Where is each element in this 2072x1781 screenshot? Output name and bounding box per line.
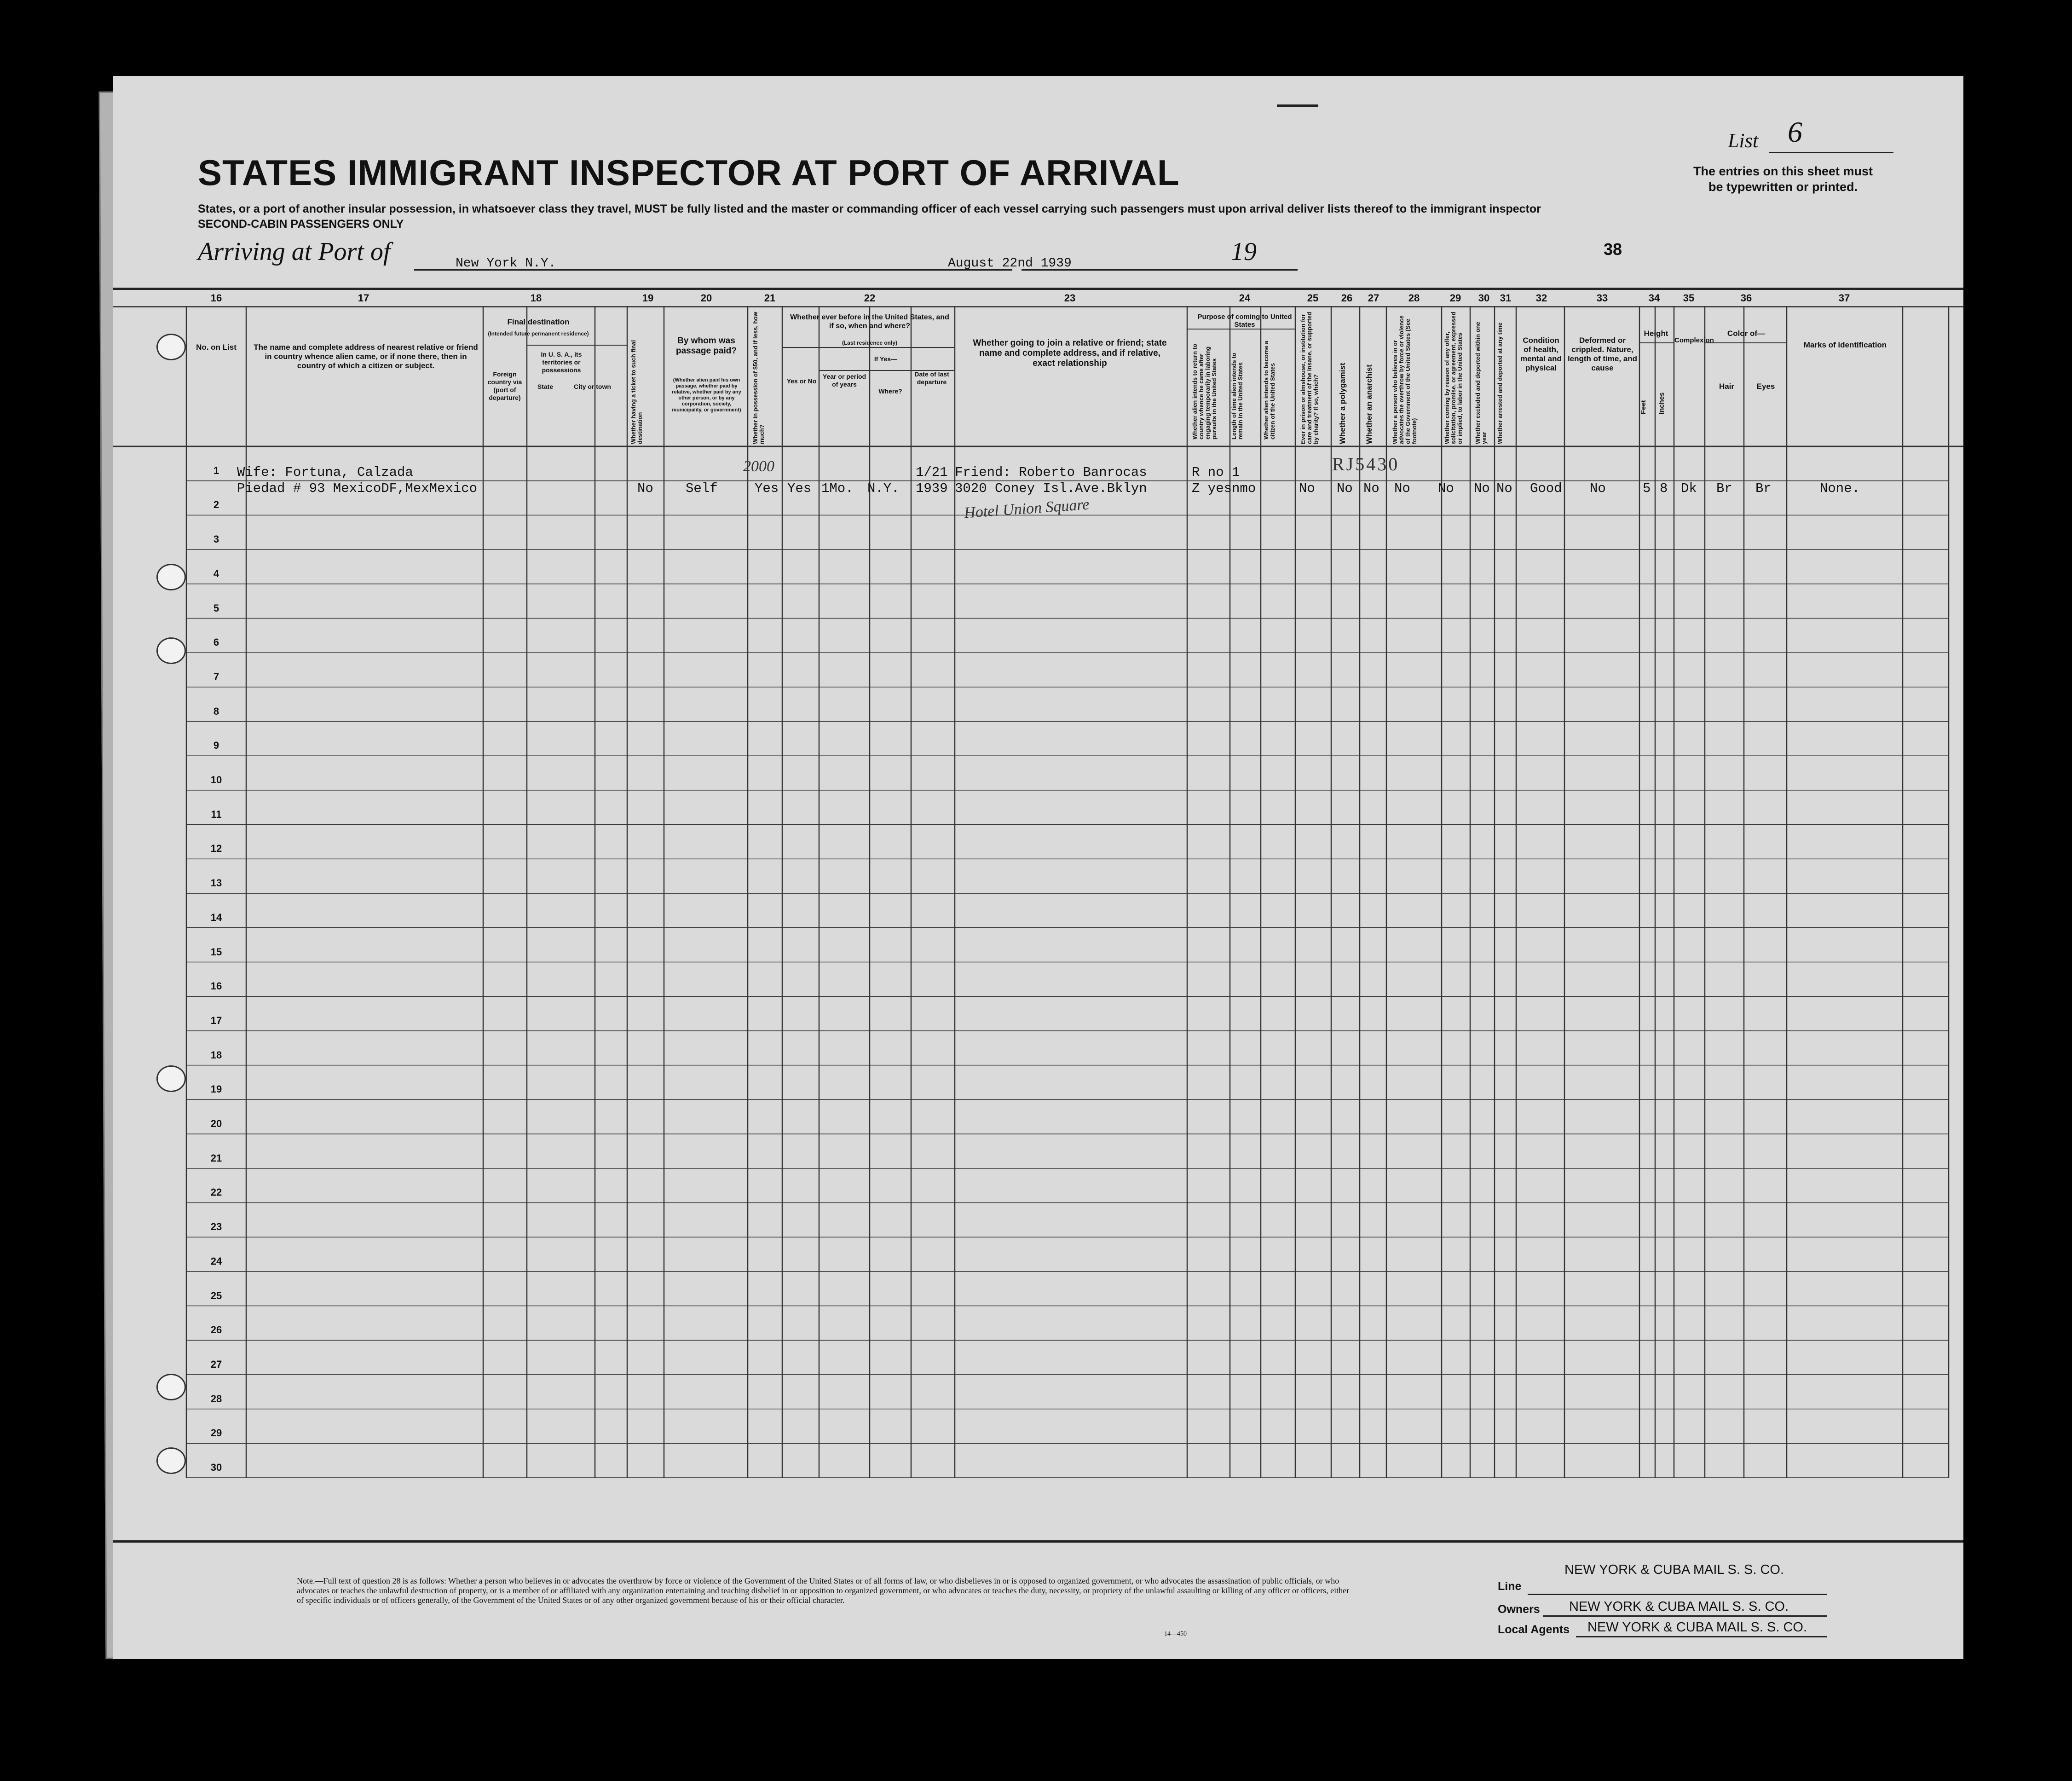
agents-value: NEW YORK & CUBA MAIL S. S. CO. xyxy=(1587,1620,1807,1635)
before-yes-value: Yes xyxy=(787,481,812,496)
row-number: 21 xyxy=(210,1152,222,1164)
footnote-question-28: Note.—Full text of question 28 is as follows: Whether a person who believes in or advocates the overthrow by force or violence of the Government of the United States or of all forms of law, or who disbelieves in or is opposed to organized government, or who advocates the assassination of public officials, or who advocates or teaches the unlawful destruction of property, or is a member of or affiliated with any organization entertaining and teaching disbelief in or opposition to organized government, or who advocates or teaches the duty, necessity, or propriety of the unlawful assaulting or killing of any officer or officers, either of specific individuals or of officers generally, of the Government of the United States or of any other organized government because of his or their official character. xyxy=(297,1576,1350,1605)
row-number: 3 xyxy=(213,533,219,545)
header-deformed: Deformed or crippled. Nature, length of time, and cause xyxy=(1567,336,1638,372)
join-relative-line2: 3020 Coney Isl.Ave.Bklyn xyxy=(955,481,1147,496)
hair-value: Br xyxy=(1716,481,1732,496)
row-number: 15 xyxy=(210,946,222,958)
header-purpose: Purpose of coming to United States xyxy=(1197,313,1292,329)
departure-line2: 1939 xyxy=(916,481,948,496)
column-number: 19 xyxy=(642,292,654,304)
header-date-departure: Date of last departure xyxy=(914,370,949,386)
header-purpose-c: Whether alien intends to become a citizen of the United States xyxy=(1263,341,1276,439)
column-number: 20 xyxy=(700,292,712,304)
join-handwritten: Hotel Union Square xyxy=(964,496,1090,522)
header-ticket: Whether having a ticket to such final destination xyxy=(630,340,643,444)
header-excluded: Whether excluded and deported within one year xyxy=(1474,322,1488,444)
header-ever-before-sub: (Last residence only) xyxy=(842,340,898,346)
header-labor-offer: Whether coming by reason of any offer, solicitation, promise, or agreement, expressed or implied, to labor in the United States xyxy=(1443,312,1463,444)
complexion-value: Dk xyxy=(1681,481,1697,496)
column-number: 27 xyxy=(1368,292,1379,304)
column-number: 25 xyxy=(1307,292,1319,304)
column-number: 26 xyxy=(1341,292,1353,304)
row-number: 18 xyxy=(210,1049,222,1061)
column-number: 31 xyxy=(1500,292,1512,304)
header-passage-paid: By whom was passage paid? xyxy=(676,336,737,356)
owners-underline xyxy=(1543,1615,1827,1617)
year-suffix: 38 xyxy=(1604,240,1622,259)
row-number: 4 xyxy=(213,567,219,579)
passenger-class-text: SECOND-CABIN PASSENGERS ONLY xyxy=(198,218,404,231)
header-purpose-a: Whether alien intends to return to country whence he came after engaging temporarily in laboring pursuits in the United States xyxy=(1191,343,1218,439)
header-no-on-list: No. on List xyxy=(196,343,237,352)
header-height: Height xyxy=(1644,329,1668,338)
header-overthrow: Whether a person who believes in or advocates the overthrow by force or violence of the Government of the United States (See footnote) xyxy=(1391,315,1418,444)
handwritten-number: RJ5430 xyxy=(1332,454,1400,474)
header-foreign-country: Foreign country via (port of departure) xyxy=(487,370,522,401)
polygamist-value: No xyxy=(1337,481,1353,496)
column-number: 32 xyxy=(1535,292,1547,304)
line-label: Line xyxy=(1498,1580,1522,1593)
row-number: 27 xyxy=(210,1358,222,1370)
header-join-relative: Whether going to join a relative or friend; state name and complete address, and if relative, exact relationship xyxy=(973,338,1167,368)
header-where: Where? xyxy=(878,387,902,395)
header-hair: Hair xyxy=(1719,382,1735,391)
column-number: 23 xyxy=(1064,292,1076,304)
join-relative-line1: Friend: Roberto Banrocas xyxy=(955,465,1147,480)
column-number: 22 xyxy=(864,292,876,304)
header-purpose-b: Length of time alien intends to remain in the United States xyxy=(1230,353,1244,439)
before-where-value: N.Y. xyxy=(867,481,900,496)
column-numbers xyxy=(113,292,1963,306)
header-color-of: Color of— xyxy=(1727,329,1766,338)
instructions-text: States, or a port of another insular possession, in whatsoever class they travel, MUST be fully listed and the master or commanding officer of each vessel carrying such passengers must upon arrival deliver lists thereof to the immigrant inspector xyxy=(198,202,1541,215)
owners-label: Owners xyxy=(1498,1603,1540,1616)
line-underline xyxy=(1528,1594,1827,1595)
row-number: 6 xyxy=(213,636,219,648)
header-state: State xyxy=(537,383,554,390)
header-inches: Inches xyxy=(1658,392,1666,414)
money-handwritten: 2000 xyxy=(743,458,774,475)
row-number: 2 xyxy=(213,499,219,511)
row-number: 25 xyxy=(210,1289,222,1301)
header-final-destination: Final destination xyxy=(507,318,570,326)
row-number: 8 xyxy=(213,705,219,717)
anarchist-value: No xyxy=(1363,481,1379,496)
row-number: 9 xyxy=(213,740,219,752)
header-year-period: Year or period of years xyxy=(822,373,866,388)
eyes-value: Br xyxy=(1755,481,1772,496)
header-feet: Feet xyxy=(1639,400,1647,414)
header-marks: Marks of identification xyxy=(1803,341,1887,349)
labor-offer-value: No xyxy=(1438,481,1454,496)
typewritten-note: The entries on this sheet must be typewritten or printed. xyxy=(1693,164,1873,194)
prison-value: No xyxy=(1299,481,1315,496)
year-prefix: 19 xyxy=(1231,237,1257,266)
arriving-port-label: Arriving at Port of xyxy=(198,237,391,266)
overthrow-value: No xyxy=(1394,481,1410,496)
relative-address-line1: Wife: Fortuna, Calzada xyxy=(237,465,413,480)
agents-label: Local Agents xyxy=(1498,1623,1570,1636)
column-number: 34 xyxy=(1648,292,1660,304)
column-number: 28 xyxy=(1408,292,1420,304)
owners-value: NEW YORK & CUBA MAIL S. S. CO. xyxy=(1569,1599,1789,1614)
header-city: City or town xyxy=(574,383,611,390)
row-number: 26 xyxy=(210,1324,222,1336)
line-value: NEW YORK & CUBA MAIL S. S. CO. xyxy=(1564,1562,1784,1577)
header-complexion: Complexion xyxy=(1674,336,1714,344)
row-number: 20 xyxy=(210,1118,222,1129)
inches-value: 8 xyxy=(1660,481,1668,496)
departure-line1: 1/21 xyxy=(916,465,948,480)
arrival-date: August 22nd 1939 xyxy=(948,256,1072,271)
row-number: 16 xyxy=(210,980,222,992)
row-number: 10 xyxy=(210,774,222,786)
arrival-port: New York N.Y. xyxy=(456,256,556,271)
column-number: 18 xyxy=(530,292,542,304)
feet-value: 5 xyxy=(1643,481,1651,496)
header-if-yes: If Yes— xyxy=(874,355,898,363)
list-label: List xyxy=(1728,129,1759,152)
column-number: 17 xyxy=(358,292,369,304)
column-number: 37 xyxy=(1838,292,1850,304)
health-value: Good xyxy=(1530,481,1562,496)
paid-by-value: Self xyxy=(686,481,718,496)
row-number: 28 xyxy=(210,1393,222,1405)
header-relative-address: The name and complete address of nearest relative or friend in country whence alien came, or if none there, then in country of which a citizen or subject. xyxy=(254,343,478,370)
header-anarchist: Whether an anarchist xyxy=(1365,364,1374,444)
row-number: 24 xyxy=(210,1255,222,1267)
header-prison: Ever in prison or almshouse, or institution for care and treatment of the insane, or supported by charity? If so, which? xyxy=(1299,312,1319,444)
table-bottom-rule xyxy=(113,1540,1963,1543)
row-number: 22 xyxy=(210,1186,222,1198)
ticket-value: No xyxy=(637,481,653,496)
page-title: STATES IMMIGRANT INSPECTOR AT PORT OF ARRIVAL xyxy=(198,152,1180,193)
column-number: 35 xyxy=(1683,292,1695,304)
money-value: Yes xyxy=(755,481,779,496)
row-number: 13 xyxy=(210,877,222,889)
purpose-line2: Z yesnmo xyxy=(1192,481,1256,496)
deformed-value: No xyxy=(1590,481,1606,496)
column-number: 16 xyxy=(210,292,222,304)
column-number: 24 xyxy=(1239,292,1251,304)
relative-address-line2: Piedad # 93 MexicoDF,MexMexico xyxy=(237,481,478,496)
column-number: 30 xyxy=(1478,292,1490,304)
marks-value: None. xyxy=(1820,481,1860,496)
header-health: Condition of health, mental and physical xyxy=(1520,336,1562,372)
header-polygamist: Whether a polygamist xyxy=(1338,363,1347,444)
row-number: 23 xyxy=(210,1221,222,1233)
header-ever-before: Whether ever before in the United States, and if so, when and where? xyxy=(790,313,949,330)
row-number: 30 xyxy=(210,1462,222,1473)
column-number: 29 xyxy=(1449,292,1461,304)
row-number: 12 xyxy=(210,843,222,855)
header-yes-or-no: Yes or No xyxy=(786,377,817,385)
column-number: 36 xyxy=(1740,292,1752,304)
row-number: 14 xyxy=(210,911,222,923)
column-number: 33 xyxy=(1596,292,1608,304)
header-deported: Whether arrested and deported at any time xyxy=(1496,322,1503,444)
excluded-value: No xyxy=(1474,481,1490,496)
row-number: 17 xyxy=(210,1014,222,1026)
before-period-value: 1Mo. xyxy=(821,481,854,496)
list-number: 6 xyxy=(1788,116,1802,148)
manifest-sheet xyxy=(113,76,1963,1659)
header-in-usa: In U. S. A., its territories or possessions xyxy=(541,351,582,374)
header-final-destination-sub: (Intended future permanent residence) xyxy=(488,330,589,337)
row-number: 29 xyxy=(210,1427,222,1439)
row-number: 19 xyxy=(210,1083,222,1095)
column-number: 21 xyxy=(764,292,776,304)
header-eyes: Eyes xyxy=(1756,382,1775,391)
row-number: 11 xyxy=(211,808,222,820)
header-money: Whether in possession of $50, and if less, how much? xyxy=(752,312,765,444)
row-number: 7 xyxy=(213,671,219,682)
row-number: 5 xyxy=(213,602,219,614)
header-passage-paid-sub: (Whether alien paid his own passage, whether paid by relative, whether paid by any other person, or by any corporation, society, municipality, or government) xyxy=(672,377,741,413)
agents-underline xyxy=(1576,1636,1827,1637)
purpose-line1: R no 1 xyxy=(1192,465,1240,480)
row-number: 1 xyxy=(213,464,219,476)
deported-value: No xyxy=(1496,481,1512,496)
form-number: 14—450 xyxy=(1164,1631,1187,1637)
